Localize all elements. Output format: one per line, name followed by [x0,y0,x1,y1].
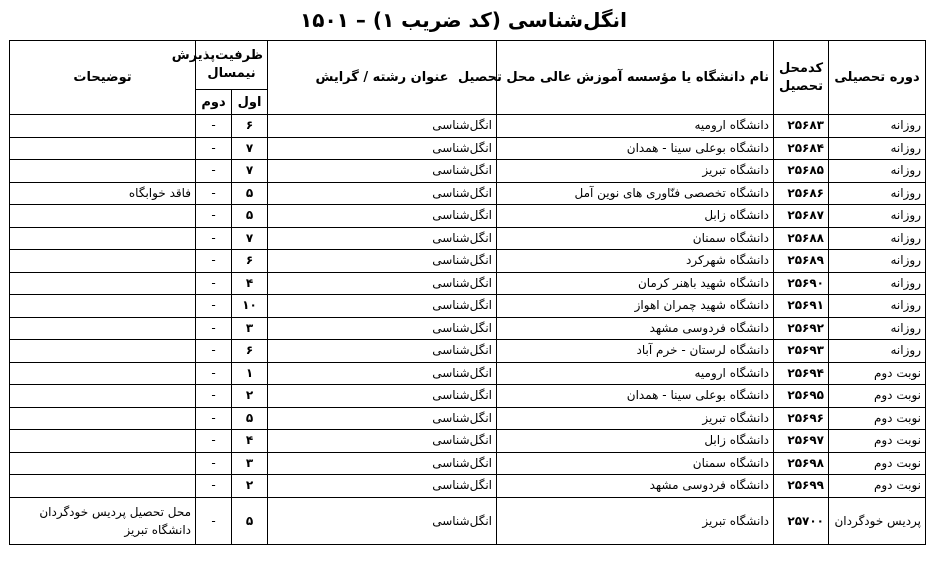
cell-code: ۲۵۶۹۹ [774,475,829,498]
cell-desc [10,362,196,385]
cell-field: انگل‌شناسی [268,430,497,453]
cell-period: نوبت دوم [829,430,926,453]
cell-second: - [196,385,232,408]
cell-code: ۲۵۶۸۸ [774,227,829,250]
cell-second: - [196,362,232,385]
cell-second: - [196,115,232,138]
cell-period: روزانه [829,137,926,160]
cell-desc [10,430,196,453]
cell-field: انگل‌شناسی [268,115,497,138]
table-row [10,205,926,228]
cell-university: دانشگاه بوعلی سینا - همدان [497,137,774,160]
cell-code: ۲۵۶۹۴ [774,362,829,385]
cell-field: انگل‌شناسی [268,250,497,273]
cell-university: دانشگاه فردوسی مشهد [497,317,774,340]
cell-university: دانشگاه شهید چمران اهواز [497,295,774,318]
cell-first: ۴ [232,272,268,295]
cell-second: - [196,475,232,498]
table-row [10,340,926,363]
cell-field: انگل‌شناسی [268,182,497,205]
cell-period: نوبت دوم [829,407,926,430]
cell-second: - [196,430,232,453]
cell-field: انگل‌شناسی [268,227,497,250]
cell-code: ۲۵۶۹۵ [774,385,829,408]
cell-desc [10,295,196,318]
cell-period: نوبت دوم [829,452,926,475]
cell-first: ۶ [232,250,268,273]
admissions-table [9,40,926,545]
cell-field: انگل‌شناسی [268,295,497,318]
cell-first: ۵ [232,497,268,544]
cell-desc [10,452,196,475]
table-row [10,452,926,475]
table-row [10,295,926,318]
cell-desc [10,475,196,498]
cell-desc: فاقد خوابگاه [10,182,196,205]
cell-code: ۲۵۶۹۳ [774,340,829,363]
table-row [10,160,926,183]
cell-code: ۲۵۶۸۷ [774,205,829,228]
cell-desc [10,272,196,295]
cell-code: ۲۵۷۰۰ [774,497,829,544]
cell-university: دانشگاه تخصصی فنّاوری های نوین آمل [497,182,774,205]
cell-code: ۲۵۶۹۷ [774,430,829,453]
cell-period: روزانه [829,340,926,363]
cell-university: دانشگاه تبریز [497,407,774,430]
cell-second: - [196,340,232,363]
cell-first: ۷ [232,160,268,183]
cell-second: - [196,497,232,544]
header-university: نام دانشگاه یا مؤسسه آموزش عالی محل تحصیل [497,41,774,115]
cell-field: انگل‌شناسی [268,475,497,498]
cell-period: نوبت دوم [829,362,926,385]
cell-code: ۲۵۶۸۹ [774,250,829,273]
cell-first: ۶ [232,340,268,363]
cell-desc [10,317,196,340]
cell-field: انگل‌شناسی [268,385,497,408]
cell-first: ۲ [232,475,268,498]
cell-first: ۴ [232,430,268,453]
cell-university: دانشگاه زابل [497,205,774,228]
cell-desc [10,227,196,250]
cell-first: ۱۰ [232,295,268,318]
table-row [10,137,926,160]
cell-second: - [196,407,232,430]
cell-period: روزانه [829,182,926,205]
cell-second: - [196,205,232,228]
cell-field: انگل‌شناسی [268,160,497,183]
cell-field: انگل‌شناسی [268,407,497,430]
table-row [10,317,926,340]
cell-desc: محل تحصیل پردیس خودگردان دانشگاه تبریز [10,497,196,544]
header-period: دوره تحصیلی [829,41,926,115]
table-row [10,385,926,408]
cell-first: ۳ [232,317,268,340]
header-capacity: ظرفیت‌پذیرش نیمسال [196,41,268,90]
cell-desc [10,137,196,160]
cell-first: ۲ [232,385,268,408]
cell-code: ۲۵۶۹۶ [774,407,829,430]
cell-code: ۲۵۶۹۱ [774,295,829,318]
cell-desc [10,205,196,228]
cell-period: روزانه [829,272,926,295]
table-row [10,430,926,453]
table-row [10,227,926,250]
table-row [10,272,926,295]
cell-field: انگل‌شناسی [268,362,497,385]
cell-field: انگل‌شناسی [268,497,497,544]
cell-field: انگل‌شناسی [268,137,497,160]
cell-field: انگل‌شناسی [268,272,497,295]
cell-university: دانشگاه ارومیه [497,115,774,138]
cell-code: ۲۵۶۸۶ [774,182,829,205]
header-code: کدمحل تحصیل [774,41,829,115]
cell-university: دانشگاه سمنان [497,227,774,250]
cell-university: دانشگاه سمنان [497,452,774,475]
cell-code: ۲۵۶۹۰ [774,272,829,295]
cell-code: ۲۵۶۸۴ [774,137,829,160]
cell-university: دانشگاه بوعلی سینا - همدان [497,385,774,408]
cell-university: دانشگاه شهرکرد [497,250,774,273]
table-row [10,362,926,385]
cell-field: انگل‌شناسی [268,317,497,340]
cell-period: روزانه [829,295,926,318]
cell-first: ۶ [232,115,268,138]
table-row [10,250,926,273]
cell-desc [10,340,196,363]
cell-code: ۲۵۶۹۸ [774,452,829,475]
table-row [10,497,926,544]
cell-first: ۱ [232,362,268,385]
cell-second: - [196,295,232,318]
cell-period: پردیس خودگردان [829,497,926,544]
cell-field: انگل‌شناسی [268,340,497,363]
cell-first: ۳ [232,452,268,475]
cell-university: دانشگاه فردوسی مشهد [497,475,774,498]
cell-second: - [196,227,232,250]
table-row [10,475,926,498]
cell-period: روزانه [829,317,926,340]
cell-desc [10,160,196,183]
cell-university: دانشگاه زابل [497,430,774,453]
cell-first: ۷ [232,137,268,160]
cell-period: روزانه [829,227,926,250]
cell-field: انگل‌شناسی [268,205,497,228]
header-desc: توضیحات [10,41,196,115]
cell-second: - [196,272,232,295]
cell-university: دانشگاه ارومیه [497,362,774,385]
cell-university: دانشگاه تبریز [497,497,774,544]
cell-second: - [196,317,232,340]
cell-code: ۲۵۶۸۵ [774,160,829,183]
page-title: ۱۵۰۱ – انگل‌شناسی (کد ضریب ۱) [300,8,627,32]
cell-second: - [196,182,232,205]
header-field: عنوان رشته / گرایش [268,41,497,115]
cell-university: دانشگاه تبریز [497,160,774,183]
table-row [10,407,926,430]
cell-period: روزانه [829,205,926,228]
header-first: اول [232,90,268,115]
cell-period: روزانه [829,160,926,183]
header-second: دوم [196,90,232,115]
cell-university: دانشگاه لرستان - خرم آباد [497,340,774,363]
cell-period: نوبت دوم [829,385,926,408]
cell-desc [10,250,196,273]
table-row [10,182,926,205]
cell-code: ۲۵۶۹۲ [774,317,829,340]
cell-second: - [196,452,232,475]
table-row [10,115,926,138]
cell-first: ۵ [232,407,268,430]
cell-second: - [196,137,232,160]
cell-desc [10,407,196,430]
cell-period: نوبت دوم [829,475,926,498]
cell-first: ۵ [232,205,268,228]
cell-desc [10,385,196,408]
cell-first: ۵ [232,182,268,205]
cell-first: ۷ [232,227,268,250]
cell-university: دانشگاه شهید باهنر کرمان [497,272,774,295]
cell-second: - [196,250,232,273]
cell-desc [10,115,196,138]
cell-period: روزانه [829,250,926,273]
cell-code: ۲۵۶۸۳ [774,115,829,138]
cell-second: - [196,160,232,183]
cell-field: انگل‌شناسی [268,452,497,475]
cell-period: روزانه [829,115,926,138]
